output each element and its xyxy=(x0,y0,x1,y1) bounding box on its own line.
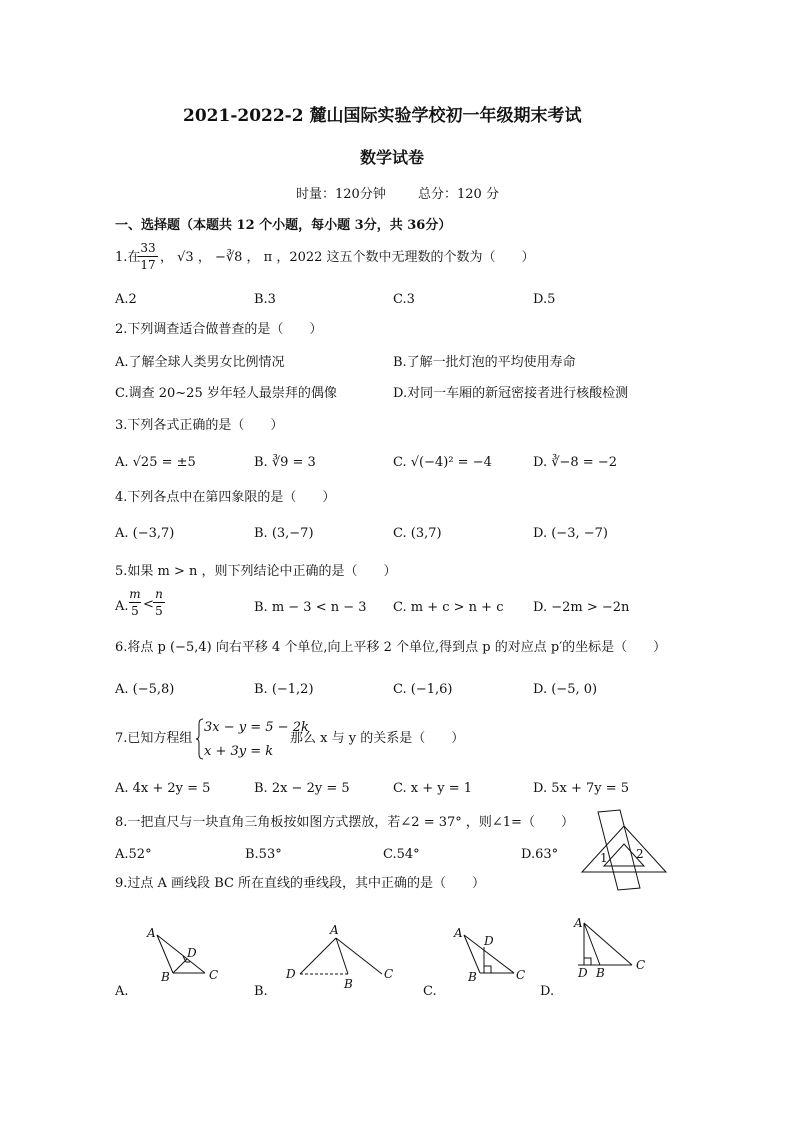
q1-frac-num: 33 xyxy=(140,241,156,255)
q7-option-d[interactable]: D. 5x + 7y = 5 xyxy=(533,781,630,796)
q5-frac-left-num: m xyxy=(129,587,141,601)
q9b-label-c: C xyxy=(384,967,394,981)
q1-prefix: 1.在 xyxy=(115,250,141,265)
section-heading: 一、选择题（本题共 12 个小题，每小题 3分，共 36分） xyxy=(115,218,452,233)
q5-lt-sign: < xyxy=(143,597,154,612)
q9a-label-c: C xyxy=(209,968,219,982)
q3-option-a[interactable]: A. √25 = ±5 xyxy=(115,455,196,470)
q7-option-b[interactable]: B. 2x − 2y = 5 xyxy=(254,781,350,796)
q5-option-b[interactable]: B. m − 3 < n − 3 xyxy=(254,600,367,615)
q9d-label-a: A xyxy=(574,916,583,930)
q9-stem: 9.过点 A 画线段 BC 所在直线的垂线段，其中正确的是（ ） xyxy=(115,876,486,891)
q9d-line-ab xyxy=(584,923,600,965)
q9a-label-b: B xyxy=(161,970,170,984)
q2-option-d[interactable]: D.对同一车厢的新冠密接者进行核酸检测 xyxy=(393,386,629,401)
q1-middle: ， √3 ， −∛8 ， π ，2022 这五个数中无理数的个数为（ ） xyxy=(160,250,535,265)
q9c-right-angle xyxy=(484,966,491,973)
q7-brace xyxy=(196,718,204,760)
q9d-label-b: B xyxy=(596,966,605,980)
q1-frac-den: 17 xyxy=(140,258,156,272)
q5-frac-left-den: 5 xyxy=(131,604,139,618)
q5-stem: 5.如果 m > n ，则下列结论中正确的是（ ） xyxy=(115,564,397,579)
q9d-label-d: D xyxy=(578,966,588,980)
q9b-line-ac xyxy=(336,938,382,974)
q7-brace-path xyxy=(196,719,203,759)
q6-option-c[interactable]: C. (−1,6) xyxy=(393,682,453,697)
q7-eq2: x + 3y = k xyxy=(204,744,274,759)
q9b-line-da xyxy=(300,938,336,974)
q9-figure-a xyxy=(145,925,225,985)
q9a-line-ac xyxy=(157,935,205,973)
q2-stem: 2.下列调查适合做普查的是（ ） xyxy=(115,322,323,337)
q1-fraction xyxy=(138,242,158,271)
q9c-label-b: B xyxy=(468,970,477,984)
q8-label-2: 2 xyxy=(636,847,644,861)
q6-stem: 6.将点 p (−5,4) 向右平移 4 个单位,向上平移 2 个单位,得到点 p 的对应点 p′的坐标是（ ） xyxy=(115,640,667,655)
q5-frac-right xyxy=(153,588,165,617)
q4-option-a[interactable]: A. (−3,7) xyxy=(115,526,175,541)
exam-title: 2021-2022-2 麓山国际实验学校初一年级期末考试 xyxy=(183,106,582,126)
q5-option-c[interactable]: C. m + c > n + c xyxy=(393,600,504,615)
q9-figure-d xyxy=(570,913,660,978)
q8-option-b[interactable]: B.53° xyxy=(245,847,282,862)
q5-frac-right-den: 5 xyxy=(155,604,163,618)
q1-option-b[interactable]: B.3 xyxy=(254,292,276,307)
exam-score: 总分：120 分 xyxy=(418,187,499,202)
q5-frac-right-num: n xyxy=(155,587,163,601)
q9a-label-d: D xyxy=(187,946,197,960)
q5-frac-right-bar xyxy=(153,602,165,603)
q5-option-a-prefix: A. xyxy=(115,599,129,614)
q8-triangle-outer xyxy=(582,826,666,872)
q4-option-c[interactable]: C. (3,7) xyxy=(393,526,442,541)
q7-prefix: 7.已知方程组 xyxy=(115,731,193,746)
q9-figure-c xyxy=(452,925,532,985)
q1-option-a[interactable]: A.2 xyxy=(115,292,137,307)
q1-option-d[interactable]: D.5 xyxy=(533,292,556,307)
q4-option-d[interactable]: D. (−3, −7) xyxy=(533,526,608,541)
q5-option-d[interactable]: D. −2m > −2n xyxy=(533,600,630,615)
q9a-line-bd xyxy=(173,959,187,973)
exam-subtitle: 数学试卷 xyxy=(360,148,425,167)
q1-option-c[interactable]: C.3 xyxy=(393,292,415,307)
q3-option-c[interactable]: C. √(−4)² = −4 xyxy=(393,455,492,470)
q6-option-d[interactable]: D. (−5, 0) xyxy=(533,682,598,697)
q8-option-d[interactable]: D.63° xyxy=(521,847,559,862)
q2-option-b[interactable]: B.了解一批灯泡的平均使用寿命 xyxy=(393,355,576,370)
q9-figure-b xyxy=(284,920,399,990)
exam-time: 时量：120分钟 xyxy=(296,187,386,202)
q6-option-b[interactable]: B. (−1,2) xyxy=(254,682,314,697)
q2-option-a[interactable]: A.了解全球人类男女比例情况 xyxy=(115,355,285,370)
q3-stem: 3.下列各式正确的是（ ） xyxy=(115,418,284,433)
q8-option-c[interactable]: C.54° xyxy=(383,847,420,862)
q3-option-b[interactable]: B. ∛9 = 3 xyxy=(254,455,316,470)
q9b-label-d: D xyxy=(286,967,296,981)
q5-frac-left-bar xyxy=(129,602,141,603)
q4-stem: 4.下列各点中在第四象限的是（ ） xyxy=(115,490,336,505)
q1-frac-bar xyxy=(138,256,158,257)
q9c-label-a: A xyxy=(454,926,463,940)
q9c-label-d: D xyxy=(484,934,494,948)
q3-option-d[interactable]: D. ∛−8 = −2 xyxy=(533,455,617,470)
q9d-right-angle xyxy=(584,958,591,965)
q6-option-a[interactable]: A. (−5,8) xyxy=(115,682,175,697)
q8-label-1: 1 xyxy=(600,851,608,865)
q9b-label-b: B xyxy=(344,977,353,991)
q2-option-c[interactable]: C.调查 20~25 岁年轻人最崇拜的偶像 xyxy=(115,386,337,401)
q9a-label-a: A xyxy=(147,926,156,940)
q7-eq1: 3x − y = 5 − 2k xyxy=(204,720,309,735)
q7-option-c[interactable]: C. x + y = 1 xyxy=(393,781,473,796)
q4-option-b[interactable]: B. (3,−7) xyxy=(254,526,314,541)
q9b-line-ab xyxy=(336,938,348,974)
q9-option-c[interactable]: C. xyxy=(423,984,437,999)
q9-option-d[interactable]: D. xyxy=(540,984,555,999)
q8-figure xyxy=(578,808,670,890)
q9-option-b[interactable]: B. xyxy=(254,984,268,999)
q7-option-a[interactable]: A. 4x + 2y = 5 xyxy=(115,781,211,796)
q8-option-a[interactable]: A.52° xyxy=(115,847,152,862)
q9b-label-a: A xyxy=(330,923,339,937)
q9c-label-c: C xyxy=(516,968,526,982)
q5-option-a[interactable] xyxy=(115,588,175,624)
q5-frac-left xyxy=(129,588,141,617)
q9d-label-c: C xyxy=(636,958,646,972)
q7-suffix: 那么 x 与 y 的关系是（ ） xyxy=(290,731,465,746)
q8-stem: 8.一把直尺与一块直角三角板按如图方式摆放，若∠2 = 37° ，则∠1=（ ） xyxy=(115,815,574,830)
q9-option-a[interactable]: A. xyxy=(115,984,129,999)
